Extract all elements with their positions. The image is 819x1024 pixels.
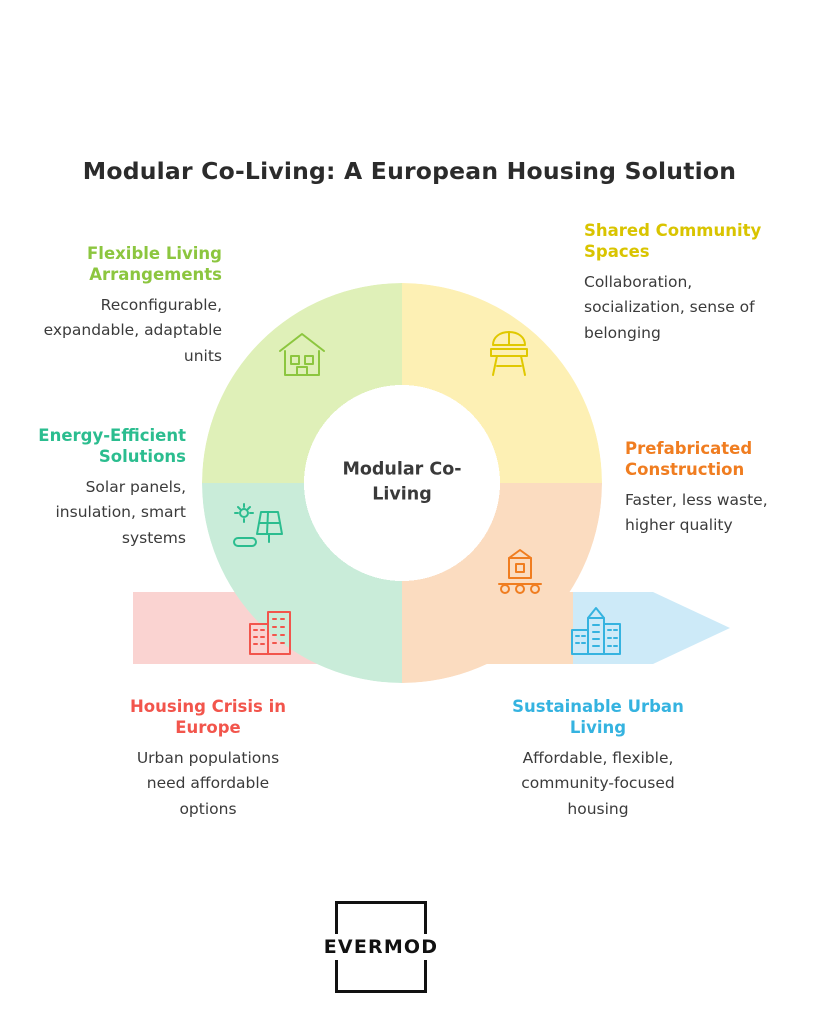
apartment-buildings-icon: [240, 600, 302, 666]
brand-logo: [323, 901, 439, 993]
section-body: Solar panels, insulation, smart systems: [55, 477, 186, 547]
section-housing-crisis-in-europe: [120, 696, 296, 823]
section-heading: Flexible Living Arrangements: [87, 244, 222, 285]
conveyor-module-icon: [489, 540, 551, 606]
section-sustainable-urban-living: [500, 696, 696, 823]
logo-text: EVERMOD: [318, 934, 445, 960]
section-heading: Shared Community Spaces: [584, 221, 762, 262]
donut-center-label: [317, 458, 487, 509]
section-heading: Energy-Efficient Solutions: [38, 426, 186, 467]
section-body: Reconfigurable, expandable, adaptable units: [43, 295, 222, 365]
page-title: Modular Co-Living: A European Housing Solution: [82, 157, 737, 185]
center-line-2: Living: [372, 485, 432, 505]
section-prefabricated-construction: [625, 438, 815, 539]
solar-panel-icon: [228, 500, 290, 566]
center-line-1: Modular Co-: [342, 459, 462, 480]
city-skyline-icon: [564, 598, 628, 666]
section-body: Urban populations need affordable options: [136, 748, 280, 818]
section-body: Affordable, flexible, community-focused housing: [521, 748, 675, 818]
section-body: Collaboration, socialization, sense of belonging: [584, 272, 755, 342]
section-flexible-living-arrangements: [32, 243, 222, 370]
house-icon: [272, 325, 332, 389]
section-energy-efficient-solutions: [20, 425, 186, 552]
section-shared-community-spaces: [584, 220, 774, 347]
section-heading: Prefabricated Construction: [625, 439, 753, 480]
table-umbrella-icon: [479, 325, 539, 389]
section-heading: Sustainable Urban Living: [512, 697, 684, 738]
section-heading: Housing Crisis in Europe: [129, 697, 287, 738]
section-body: Faster, less waste, higher quality: [625, 490, 768, 535]
